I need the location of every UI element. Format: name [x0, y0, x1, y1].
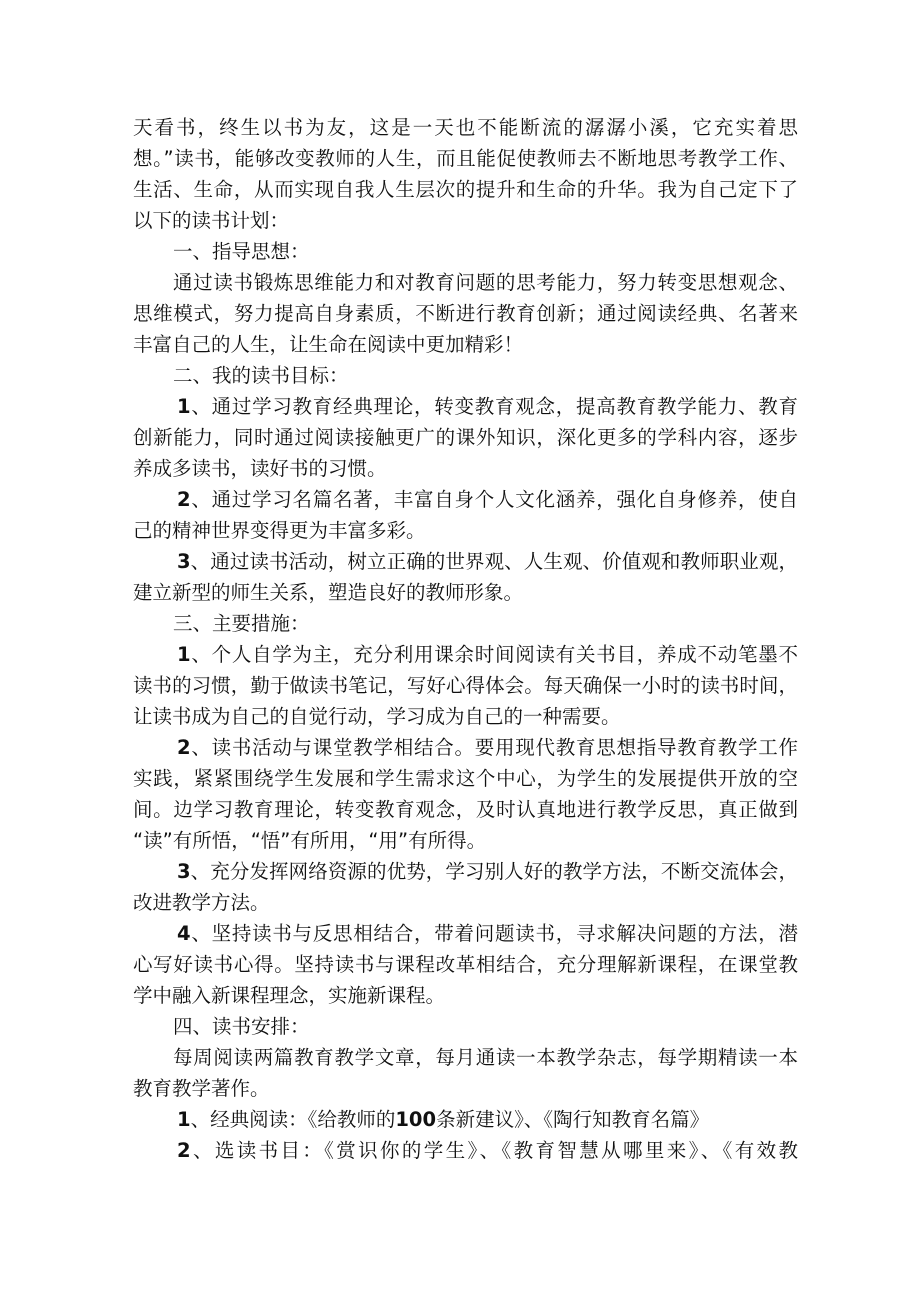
item-text: 、充分发挥网络资源的优势，学习别人好的教学方法，不断交流体会，	[190, 860, 798, 883]
item-text: 、选读书目：《赏识你的学生》、《教育智慧从哪里来》、《有效教	[190, 1139, 798, 1162]
item-text-continued: 条新建议》、《陶行知教育名篇》	[436, 1108, 710, 1131]
paragraph-line: 通过读书锻炼思维能力和对教育问题的思考能力，努力转变思想观念、	[173, 271, 798, 294]
item-text: 、经典阅读：《给教师的	[190, 1108, 396, 1131]
item-text: 、读书活动与课堂教学相结合。要用现代教育思想指导教育教学工作	[190, 736, 798, 759]
section-heading-reading-schedule: 四、读书安排：	[173, 1015, 310, 1038]
paragraph-line: 生活、生命，从而实现自我人生层次的提升和生命的升华。我为自己定下了	[133, 178, 798, 201]
paragraph-line: 心写好读书心得。坚持读书与课程改革相结合，充分理解新课程，在课堂教	[133, 953, 798, 976]
paragraph-line: 想。”读书，能够改变教师的人生，而且能促使教师去不断地思考教学工作、	[133, 147, 798, 170]
paragraph-line: 建立新型的师生关系，塑造良好的教师形象。	[133, 581, 524, 604]
paragraph-line: 改进教学方法。	[133, 891, 270, 914]
numbered-item-line	[133, 732, 798, 763]
numbered-item-line	[133, 484, 798, 515]
numbered-item-line	[133, 918, 798, 949]
paragraph-line: “读”有所悟，“悟”有所用，“用”有所得。	[133, 829, 487, 852]
item-number: 3	[177, 550, 191, 573]
paragraph-line: 创新能力，同时通过阅读接触更广的课外知识，深化更多的学科内容，逐步	[133, 426, 798, 449]
item-number: 4	[177, 922, 191, 945]
item-text: 、个人自学为主，充分利用课余时间阅读有关书目，养成不动笔墨不	[190, 643, 798, 666]
paragraph-line: 让读书成为自己的自觉行动，学习成为自己的一种需要。	[133, 705, 621, 728]
item-number: 1	[177, 1108, 191, 1131]
paragraph-line: 每周阅读两篇教育教学文章，每月通读一本教学杂志，每学期精读一本	[173, 1046, 798, 1069]
item-inline-number: 100	[395, 1108, 437, 1131]
paragraph-line: 己的精神世界变得更为丰富多彩。	[133, 519, 426, 542]
section-heading-reading-goals: 二、我的读书目标：	[173, 364, 349, 387]
numbered-item-line	[133, 391, 798, 422]
item-number: 2	[177, 736, 191, 759]
numbered-item-line	[133, 546, 798, 577]
section-heading-main-measures: 三、主要措施：	[173, 612, 310, 635]
item-number: 3	[177, 860, 191, 883]
item-number: 2	[177, 1139, 191, 1162]
numbered-item-line	[133, 856, 798, 887]
numbered-item-line	[133, 639, 798, 670]
numbered-item-line	[133, 1135, 798, 1166]
paragraph-line: 丰富自己的人生，让生命在阅读中更加精彩！	[133, 333, 524, 356]
item-text: 、通过读书活动，树立正确的世界观、人生观、价值观和教师职业观，	[190, 550, 798, 573]
paragraph-line: 间。边学习教育理论，转变教育观念，及时认真地进行教学反思，真正做到	[133, 798, 798, 821]
paragraph-line: 思维模式，努力提高自身素质，不断进行教育创新；通过阅读经典、名著来	[133, 302, 798, 325]
paragraph-line: 教育教学著作。	[133, 1077, 270, 1100]
item-text: 、坚持读书与反思相结合，带着问题读书，寻求解决问题的方法，潜	[190, 922, 798, 945]
document-body	[133, 112, 798, 1166]
paragraph-line: 养成多读书，读好书的习惯。	[133, 457, 387, 480]
paragraph-line: 学中融入新课程理念，实施新课程。	[133, 984, 446, 1007]
item-number: 2	[177, 488, 191, 511]
item-text: 、通过学习名篇名著，丰富自身个人文化涵养，强化自身修养，使自	[190, 488, 798, 511]
paragraph-line: 读书的习惯，勤于做读书笔记，写好心得体会。每天确保一小时的读书时间，	[133, 674, 798, 697]
section-heading-guiding-thought: 一、指导思想：	[173, 240, 310, 263]
item-number: 1	[177, 395, 191, 418]
numbered-item-line	[133, 1104, 798, 1135]
paragraph-line: 天看书，终生以书为友，这是一天也不能断流的潺潺小溪，它充实着思	[133, 116, 798, 139]
item-number: 1	[177, 643, 191, 666]
paragraph-line: 以下的读书计划：	[133, 209, 290, 232]
paragraph-line: 实践，紧紧围绕学生发展和学生需求这个中心，为学生的发展提供开放的空	[133, 767, 798, 790]
item-text: 、通过学习教育经典理论，转变教育观念，提高教育教学能力、教育	[190, 395, 798, 418]
